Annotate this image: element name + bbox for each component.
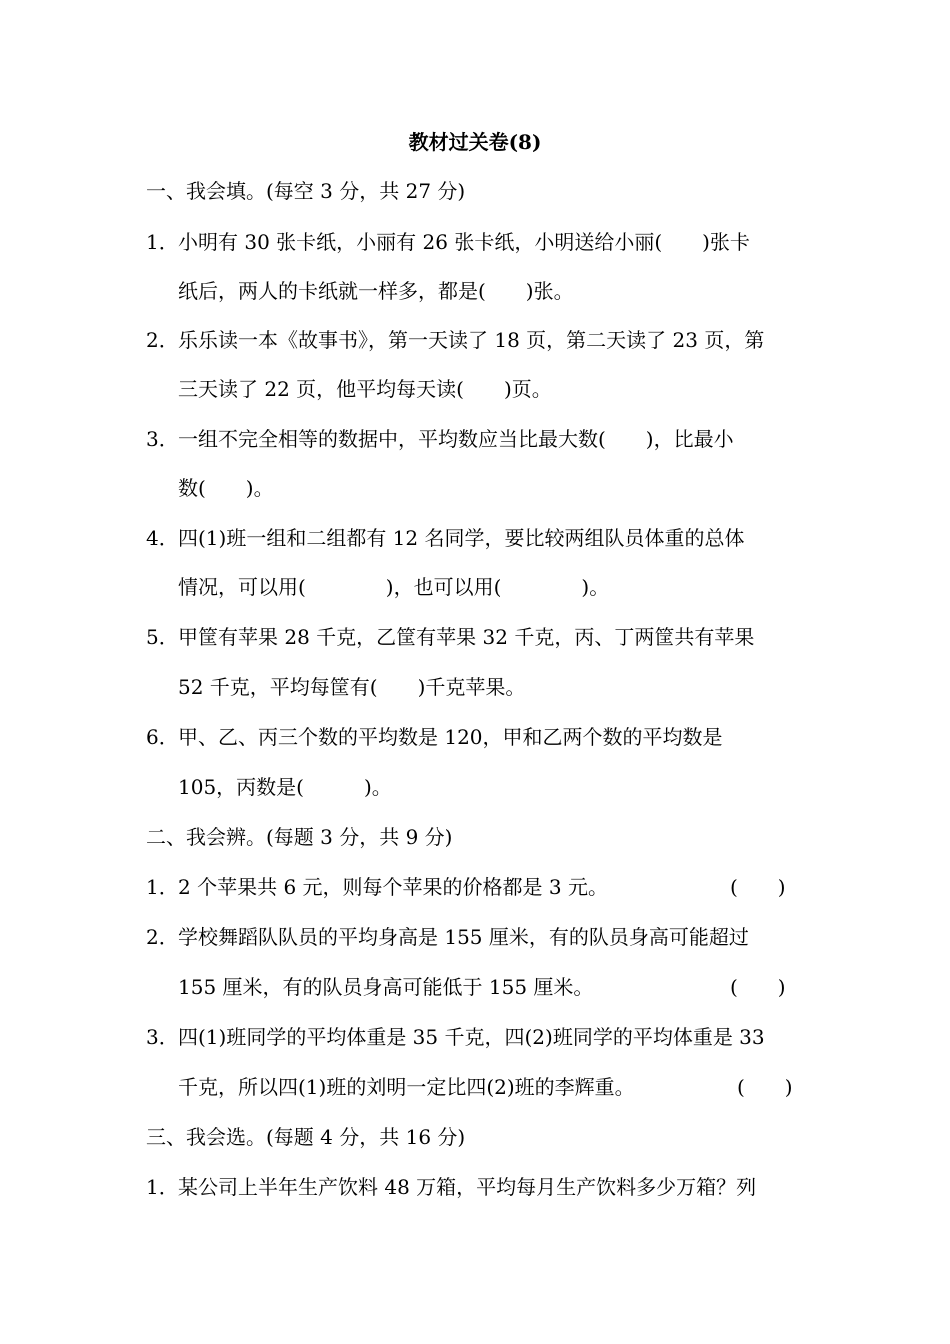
question-1-2-line-1 [146,326,810,354]
question-3-1-line-1 [146,1173,810,1201]
answer-bracket[interactable]: ( ) [737,1075,793,1099]
question-1-2-line-2: 三天读了 22 页，他平均每天读( )页。 [178,377,552,401]
question-number: 3． [146,1025,179,1049]
section-heading-fill: 一、我会填。(每空 3 分，共 27 分) [146,179,466,203]
question-2-2-line-2: 155 厘米，有的队员身高可能低于 155 厘米。 [178,975,594,999]
question-number: 1． [146,1175,179,1199]
question-1-1-line-2: 纸后，两人的卡纸就一样多，都是( )张。 [178,279,574,303]
question-text: 2 个苹果共 6 元，则每个苹果的价格都是 3 元。 [178,875,608,899]
question-number: 3． [146,427,179,451]
question-text: 乐乐读一本《故事书》，第一天读了 18 页，第二天读了 23 页，第 [178,328,765,352]
answer-bracket[interactable]: ( ) [730,975,786,999]
question-1-6-line-2: 105，丙数是( )。 [178,775,392,799]
page-title: 教材过关卷(8) [408,130,542,154]
question-text: 小明有 30 张卡纸，小丽有 26 张卡纸，小明送给小丽( )张卡 [178,230,750,254]
question-text: 甲、乙、丙三个数的平均数是 120，甲和乙两个数的平均数是 [178,725,723,749]
question-text: 甲筐有苹果 28 千克，乙筐有苹果 32 千克，丙、丁两筐共有苹果 [178,625,755,649]
question-number: 5． [146,625,179,649]
question-1-5-line-1 [146,623,810,651]
section-heading-judge: 二、我会辨。(每题 3 分，共 9 分) [146,825,453,849]
question-1-3-line-2: 数( )。 [178,476,274,500]
question-number: 1． [146,875,179,899]
question-text: 一组不完全相等的数据中，平均数应当比最大数( )，比最小 [178,427,734,451]
question-2-3-line-1 [146,1023,810,1051]
question-number: 2． [146,328,179,352]
question-number: 6． [146,725,179,749]
question-number: 2． [146,925,179,949]
question-2-1-line-1 [146,873,810,901]
question-text: 学校舞蹈队队员的平均身高是 155 厘米，有的队员身高可能超过 [178,925,749,949]
question-2-3-line-2: 千克，所以四(1)班的刘明一定比四(2)班的李辉重。 [178,1075,635,1099]
question-1-4-line-2: 情况，可以用( )，也可以用( )。 [178,575,610,599]
question-number: 4． [146,526,179,550]
section-heading-choose: 三、我会选。(每题 4 分，共 16 分) [146,1125,466,1149]
question-text: 四(1)班一组和二组都有 12 名同学，要比较两组队员体重的总体 [178,526,745,550]
question-text: 某公司上半年生产饮料 48 万箱，平均每月生产饮料多少万箱？列 [178,1175,757,1199]
question-2-2-line-1 [146,923,810,951]
question-1-3-line-1 [146,425,810,453]
question-1-4-line-1 [146,524,810,552]
question-text: 四(1)班同学的平均体重是 35 千克，四(2)班同学的平均体重是 33 [178,1025,765,1049]
answer-bracket[interactable]: ( ) [730,875,786,899]
question-1-6-line-1 [146,723,810,751]
question-1-5-line-2: 52 千克，平均每筐有( )千克苹果。 [178,675,526,699]
question-number: 1． [146,230,179,254]
question-1-1-line-1 [146,228,810,256]
